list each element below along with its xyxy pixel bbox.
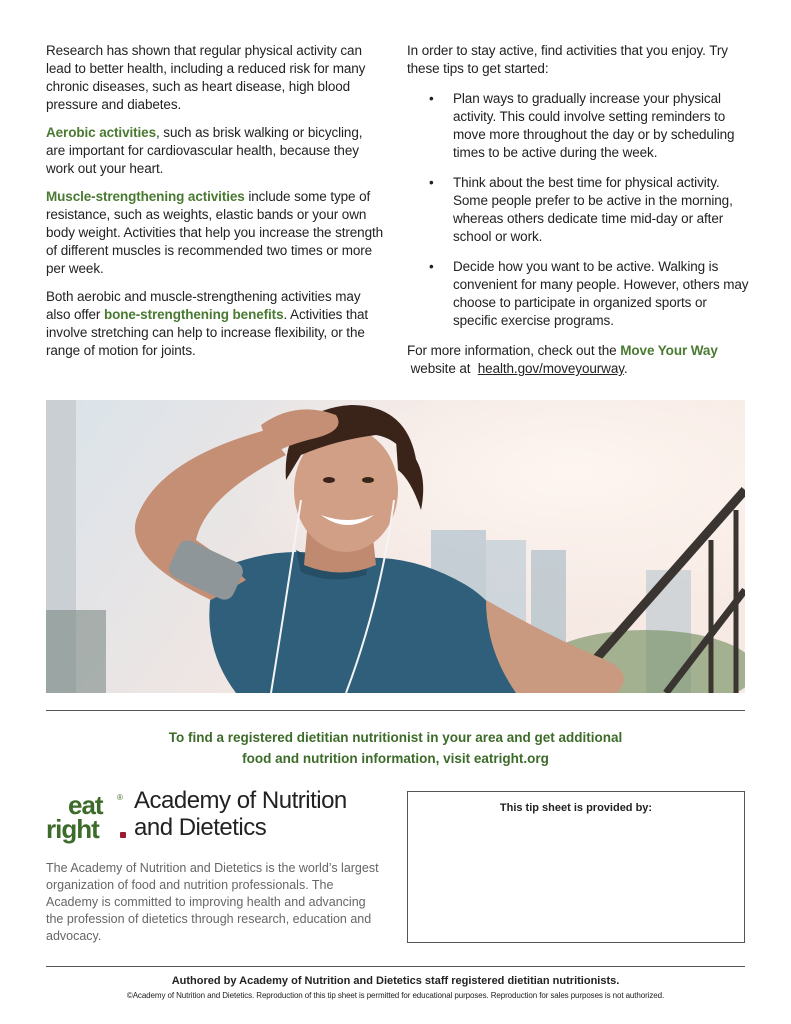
right-column <box>407 42 749 388</box>
muscle-highlight: Muscle-strengthening activities <box>46 189 245 204</box>
bullet-icon: • <box>429 91 434 106</box>
academy-name: Academy of Nutrition and Dietetics <box>134 787 347 841</box>
about-academy: The Academy of Nutrition and Dietetics is the world’s largest organization of food and nutrition professionals. The Academy is committed to improving health and advancing the profession of dietetics through research, education and advocacy. <box>46 861 379 943</box>
more-info-paragraph: For more information, check out the Move Your Way website at health.gov/moveyourway. <box>407 343 718 376</box>
dietitian-cta: To find a registered dietitian nutritionist in your area and get additional food and nutrition information, visit eatright.org <box>168 730 623 766</box>
aerobic-highlight: Aerobic activities <box>46 125 156 140</box>
divider-top <box>46 710 745 711</box>
logo-dot <box>120 832 126 838</box>
copyright-notice: ©Academy of Nutrition and Dietetics. Reproduction of this tip sheet is permitted for educational purposes. Reproduction for sales purposes is not authorized. <box>126 991 665 1000</box>
left-column <box>46 42 384 370</box>
academy-logo <box>46 786 391 842</box>
provided-by-label: This tip sheet is provided by: <box>499 802 653 814</box>
provided-by-box <box>407 791 745 943</box>
list-item: • Think about the best time for physical activity. Some people prefer to be active in the morning, whereas others dedicate time mid-day or after school or work. <box>429 175 733 244</box>
intro-paragraph: Research has shown that regular physical activity can lead to better health, including a reduced risk for many chronic diseases, such as heart disease, high blood pressure and diabetes. <box>46 43 366 112</box>
move-your-way-highlight: Move Your Way <box>620 343 718 358</box>
muscle-paragraph: Muscle-strengthening activities include some type of resistance, such as weights, elastic bands or your own body weight. Activities that help you increase the strength of different muscles is recommended two times or more per week. <box>46 189 384 276</box>
bone-highlight: bone-strengthening benefits <box>103 307 284 322</box>
tips-intro: In order to stay active, find activities that you enjoy. Try these tips to get started: <box>407 43 728 76</box>
list-item: • Plan ways to gradually increase your physical activity. This could involve setting reminders to move more throughout the day or by scheduling times to be active during the week. <box>429 91 735 160</box>
bone-paragraph: Both aerobic and muscle-strengthening activities may also offer bone-strengthening benefits. Activities that involve stretching can help to increase flexibility, or the range of motion for joints. <box>46 289 369 358</box>
list-item: • Decide how you want to be active. Walking is convenient for many people. However, others may choose to participate in organized sports or specific exercise programs. <box>429 259 749 328</box>
tips-list <box>407 90 749 330</box>
aerobic-paragraph: Aerobic activities, such as brisk walking or bicycling, are important for cardiovascular health, because they work out your heart. <box>46 125 363 176</box>
hero-photo <box>46 400 745 693</box>
bullet-icon: • <box>429 259 434 274</box>
divider-bottom <box>46 966 745 967</box>
eatright-logo-icon: eat ® right <box>46 792 128 840</box>
bullet-icon: • <box>429 175 434 190</box>
smiling-man-photo <box>46 400 745 693</box>
authored-by: Authored by Academy of Nutrition and Dietetics staff registered dietitian nutritionists. <box>171 975 620 987</box>
moveyourway-link[interactable]: health.gov/moveyourway <box>477 361 624 376</box>
